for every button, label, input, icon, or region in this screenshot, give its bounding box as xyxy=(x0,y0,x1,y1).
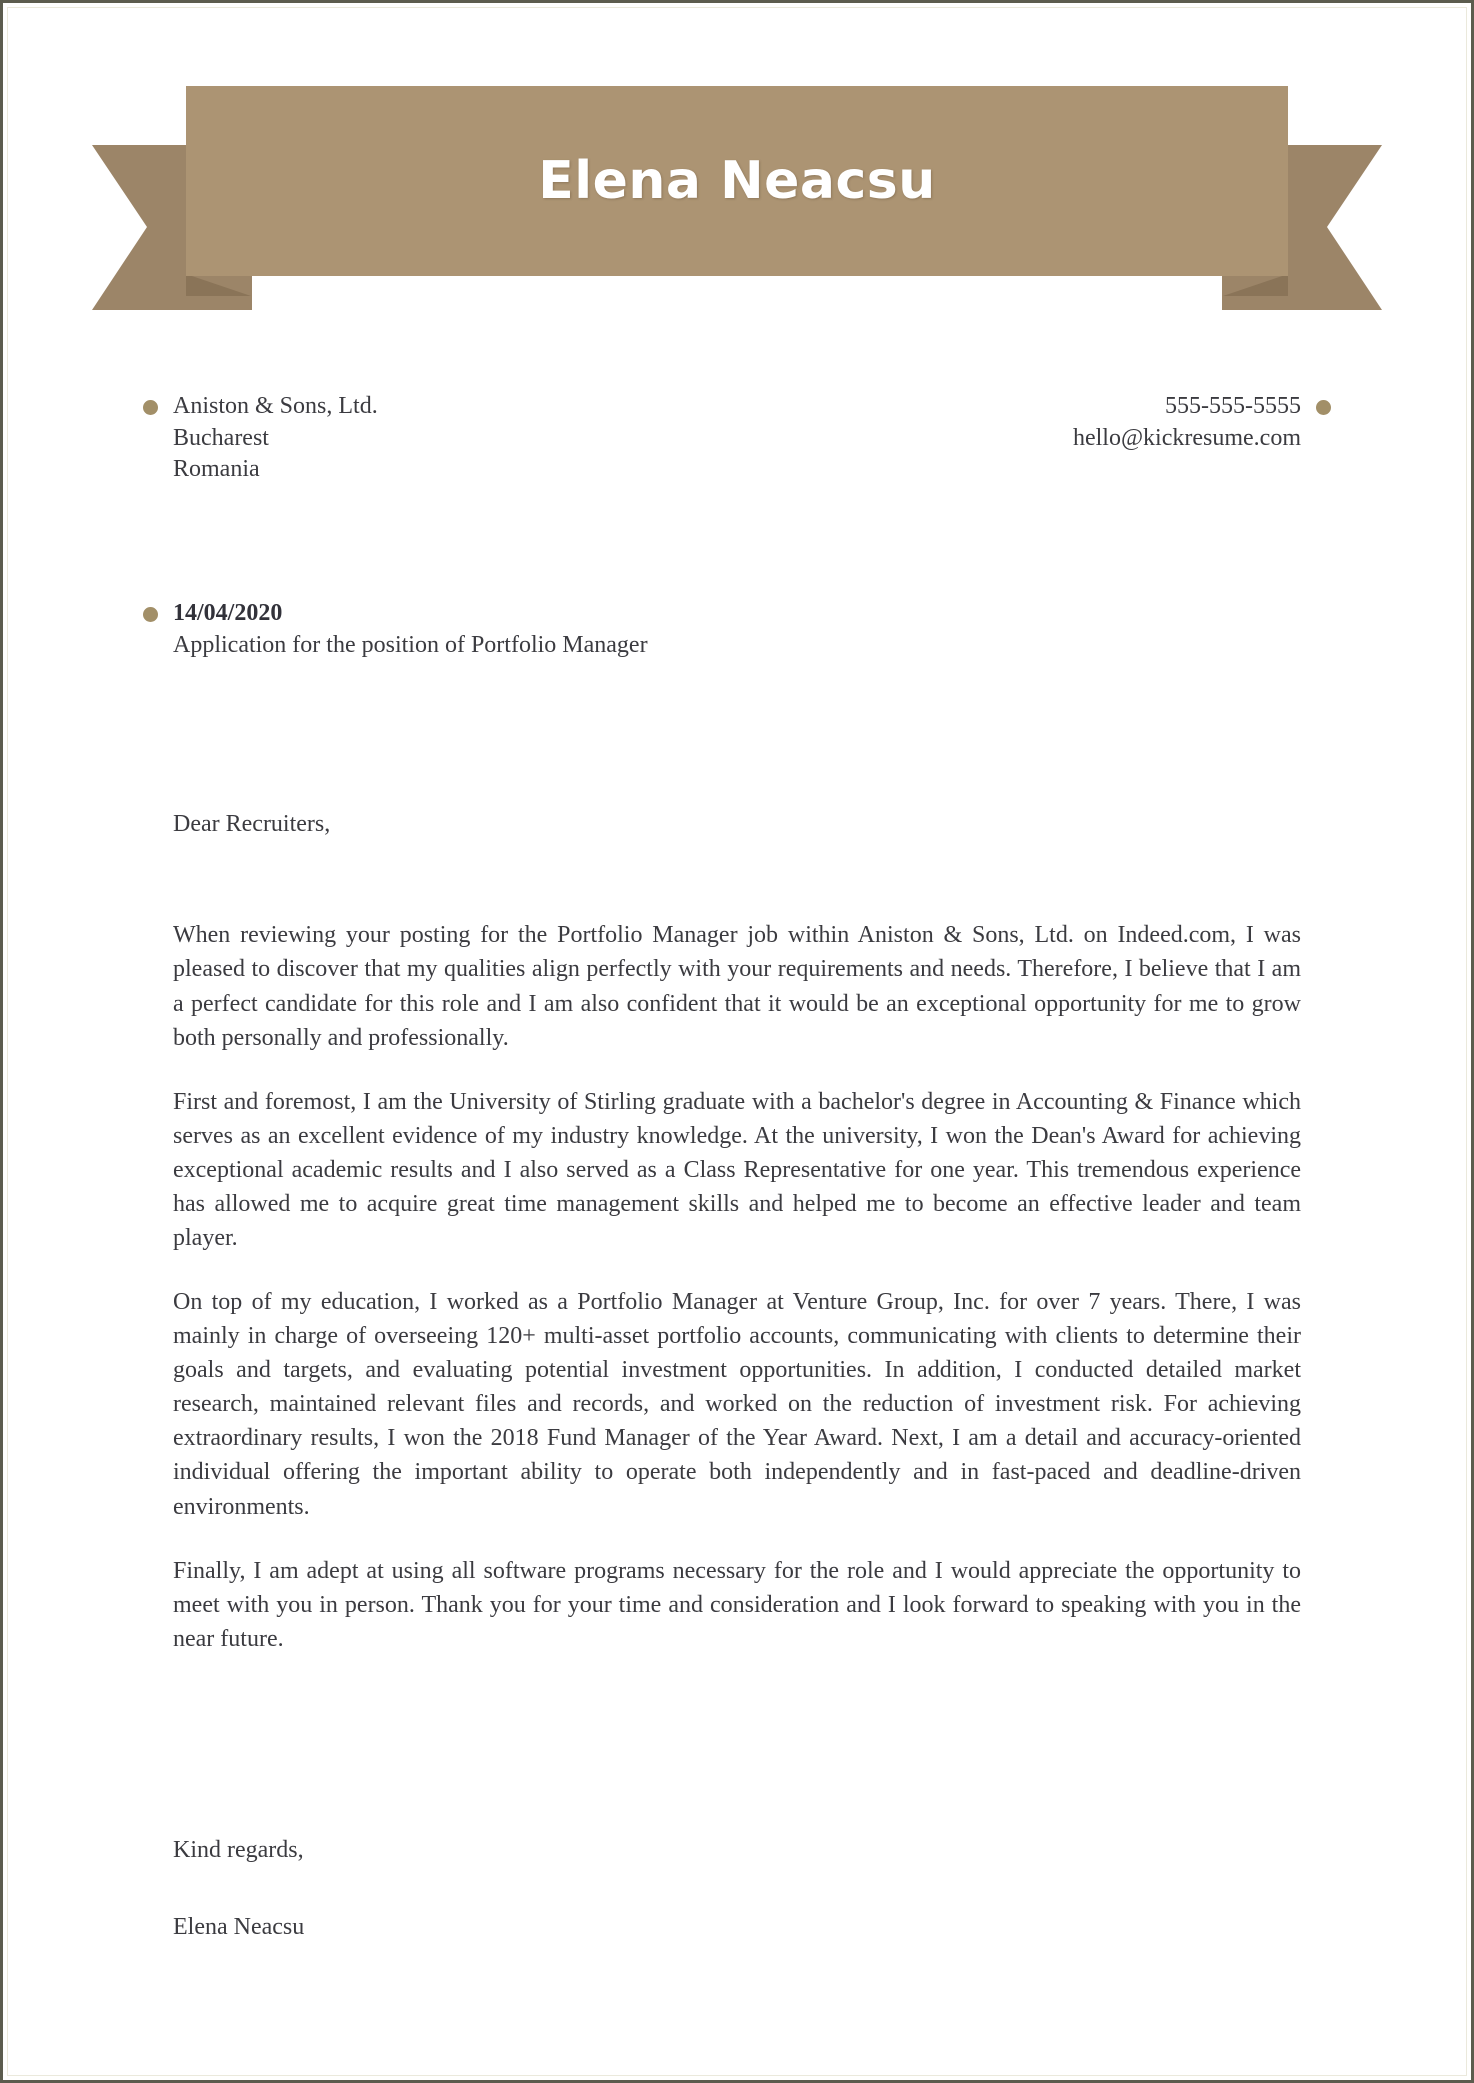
body-paragraph: Finally, I am adept at using all software programs necessary for the role and I would appreciate the opportunity to meet with you in person. Thank you for your time and consideration and I look forward to speaking with you in the near future. xyxy=(173,1557,1301,1652)
recipient-company: Aniston & Sons, Ltd. xyxy=(173,393,378,419)
recipient-country: Romania xyxy=(173,456,260,483)
salutation: Dear Recruiters, xyxy=(173,811,331,838)
applicant-name-title: Elena Neacsu xyxy=(538,151,936,211)
recipient-address-block xyxy=(173,391,378,486)
bullet-dot-icon xyxy=(143,607,158,622)
name-ribbon-banner xyxy=(8,66,1466,266)
signature-name: Elena Neacsu xyxy=(173,1914,305,1941)
letter-date: 14/04/2020 xyxy=(173,600,283,627)
ribbon-center-panel xyxy=(186,86,1288,276)
sender-email[interactable]: hello@kickresume.com xyxy=(1072,424,1301,451)
page-inner-frame xyxy=(7,7,1467,2076)
closing-block xyxy=(173,1834,1301,1945)
body-paragraphs xyxy=(173,918,1301,1655)
body-paragraph: First and foremost, I am the University of Stirling graduate with a bachelor's degree in Accounting & Finance which serves as an excellent evidence of my industry knowledge. At the university, I won the Dean's Award for achieving exceptional academic results and I also served as a Class Representative for one year. This tremendous experience has allowed me to acquire great time management skills and helped me to become an effective leader and team player. xyxy=(173,1088,1301,1251)
letter-body xyxy=(8,391,1466,1945)
sender-phone: 555-555-5555 xyxy=(1165,393,1301,419)
body-paragraph: On top of my education, I worked as a Portfolio Manager at Venture Group, Inc. for over 7 years. There, I was mainly in charge of overseeing 120+ multi-asset portfolio accounts, communicating with clients to determine their goals and targets, and evaluating potential investment opportunities. In addition, I conducted detailed market research, maintained relevant files and records, and worked on the reduction of investment risk. For achieving extraordinary results, I won the 2018 Fund Manager of the Year Award. Next, I am a detail and accuracy-oriented individual offering the important ability to operate both independently and in fast-paced and deadline-driven environments. xyxy=(173,1289,1301,1520)
ribbon-fold-left-icon xyxy=(186,274,251,296)
valediction: Kind regards, xyxy=(173,1836,304,1863)
body-paragraph: When reviewing your posting for the Portfolio Manager job within Aniston & Sons, Ltd. on Indeed.com, I was pleased to discover that my qualities align perfectly with your requirements and needs. Therefore, I believe that I am a perfect candidate for this role and I am also confident that it would be an exceptional opportunity for me to grow both personally and professionally. xyxy=(173,922,1301,1051)
address-row xyxy=(173,391,1301,486)
letter-subject: Application for the position of Portfolio Manager xyxy=(173,631,648,658)
recipient-city: Bucharest xyxy=(173,424,269,451)
bullet-dot-icon xyxy=(143,400,158,415)
ribbon-fold-right-icon xyxy=(1223,274,1288,296)
date-subject-block xyxy=(173,598,1301,661)
bullet-dot-icon xyxy=(1316,400,1331,415)
sender-contact-block xyxy=(1073,391,1301,454)
